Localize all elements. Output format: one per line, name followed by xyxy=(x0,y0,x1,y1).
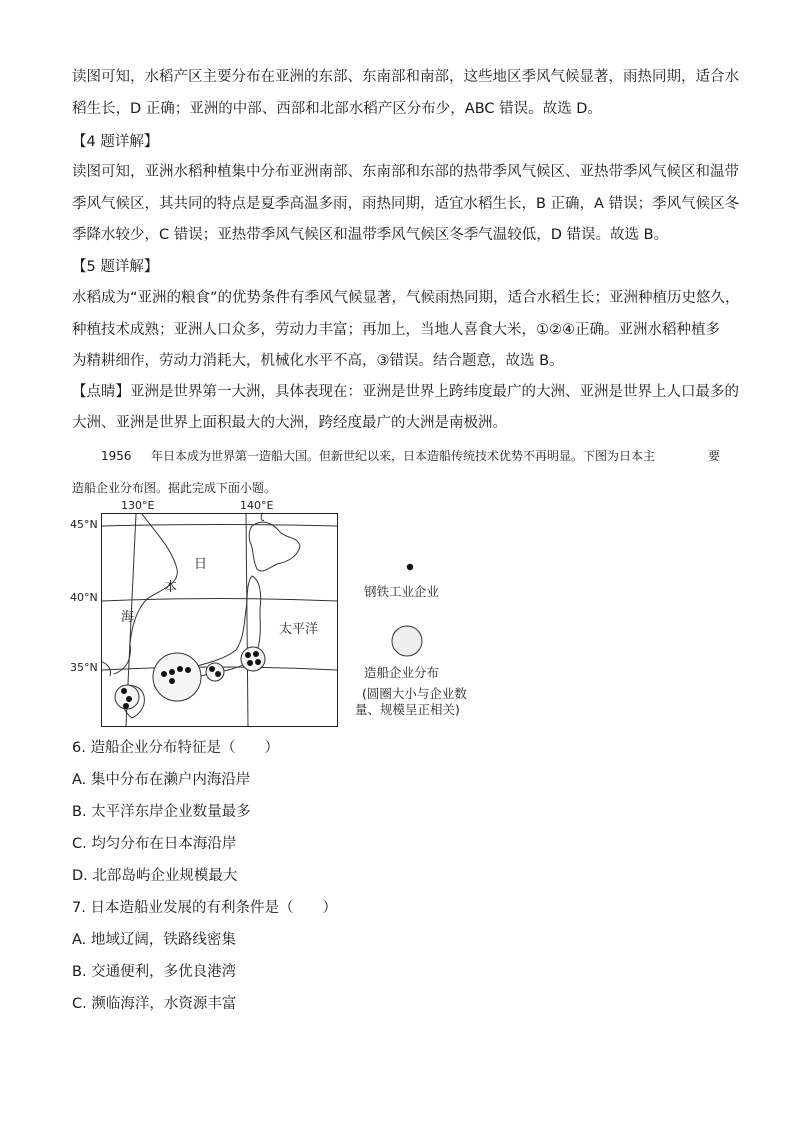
q6-option-d[interactable]: D. 北部岛屿企业规模最大 xyxy=(72,868,238,884)
legend-ship-label: 造船企业分布 xyxy=(364,665,440,680)
q6-option-a[interactable]: A. 集中分布在濑户内海沿岸 xyxy=(72,772,251,788)
q6-option-b[interactable]: B. 太平洋东岸企业数量最多 xyxy=(72,804,251,820)
map-label-hai: 海 xyxy=(121,610,135,625)
q7-option-b[interactable]: B. 交通便利，多优良港湾 xyxy=(72,964,237,980)
legend-steel-dot xyxy=(404,561,416,573)
explain-line: 稻生长，D 正确；亚洲的中部、西部和北部水稻产区分布少，ABC 错误。故选 D。 xyxy=(72,101,602,117)
shipbuilding-circle-tokyo xyxy=(241,647,265,671)
explain-line: 读图可知，亚洲水稻种植集中分布亚洲南部、东南部和东部的热带季风气候区、亚热带季风气候区和温带 xyxy=(72,164,739,180)
q7-option-c[interactable]: C. 濒临海洋，水资源丰富 xyxy=(72,996,237,1012)
q4-heading: 【4 题详解】 xyxy=(72,134,159,150)
shipbuilding-circle-kobe xyxy=(206,663,224,681)
shipbuilding-circle-seto xyxy=(153,653,201,701)
explain-line: 季风气候区，其共同的特点是夏季高温多雨，雨热同期，适宜水稻生长，B 正确，A 错误；季风气候区冬 xyxy=(72,196,740,212)
explain-line: 季降水较少，C 错误；亚热带季风气候区和温带季风气候区冬季气温较低，D 错误。故选 B。 xyxy=(72,227,669,243)
explain-line: 种植技术成熟；亚洲人口众多，劳动力丰富；再加上，当地人喜食大米，①②④正确。亚洲水稻种植多 xyxy=(72,322,720,338)
explain-line: 为精耕细作，劳动力消耗大，机械化水平不高，③错误。结合题意，故选 B。 xyxy=(72,353,564,369)
japan-map xyxy=(101,513,338,727)
intro-line: 造船企业分布图。据此完成下面小题。 xyxy=(72,481,277,495)
lat-45-label: 45°N xyxy=(70,518,98,531)
tip-line: 大洲、亚洲是世界上面积最大的大洲，跨经度最广的大洲是南极洲。 xyxy=(72,415,507,431)
q7-option-a[interactable]: A. 地域辽阔，铁路线密集 xyxy=(72,932,236,948)
map-label-pacific: 太平洋 xyxy=(279,622,319,637)
map-label-ri: 日 xyxy=(194,557,208,572)
intro-line: 年日本成为世界第一造船大国。但新世纪以来，日本造船传统技术优势不再明显。下图为日本主 xyxy=(151,449,656,463)
legend-note: 量、规模呈正相关) xyxy=(355,702,460,717)
legend-steel-label: 钢铁工业企业 xyxy=(364,584,440,599)
legend-note: (圆圈大小与企业数 xyxy=(362,686,467,701)
q5-heading: 【5 题详解】 xyxy=(72,259,159,275)
explain-line: 读图可知，水稻产区主要分布在亚洲的东部、东南部和南部，这些地区季风气候显著，雨热同期，适合水 xyxy=(72,69,739,85)
lat-35-label: 35°N xyxy=(70,661,98,674)
intro-line-end: 要 xyxy=(708,449,721,463)
lat-40-label: 40°N xyxy=(70,591,98,604)
map-label-ben: 本 xyxy=(164,580,178,595)
intro-year: 1956 xyxy=(101,449,132,463)
legend-ship-circle xyxy=(390,624,424,658)
tip-line: 【点睛】亚洲是世界第一大洲，具体表现在：亚洲是世界上跨纬度最广的大洲、亚洲是世界上人口最多的 xyxy=(72,384,739,400)
explain-line: 水稻成为“亚洲的粮食”的优势条件有季风气候显著，气候雨热同期，适合水稻生长；亚洲种植历史悠久， xyxy=(72,290,740,306)
lon-140-label: 140°E xyxy=(240,499,274,512)
q6-option-c[interactable]: C. 均匀分布在日本海沿岸 xyxy=(72,836,237,852)
q6-stem: 6. 造船企业分布特征是（ ） xyxy=(72,740,279,756)
q7-stem: 7. 日本造船业发展的有利条件是（ ） xyxy=(72,900,337,916)
lon-130-label: 130°E xyxy=(121,499,155,512)
